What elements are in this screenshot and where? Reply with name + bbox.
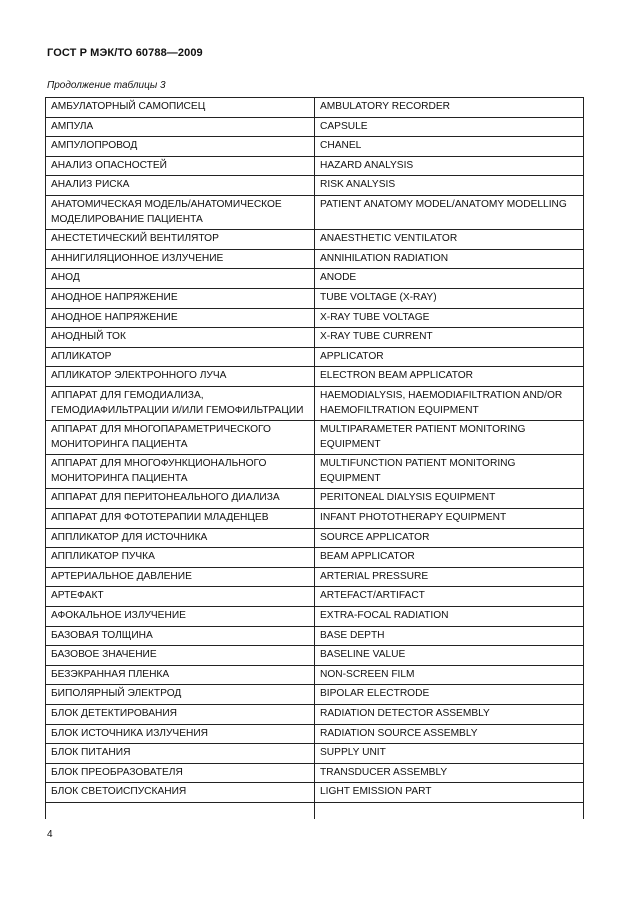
term-russian: БИПОЛЯРНЫЙ ЭЛЕКТРОД bbox=[46, 685, 315, 705]
table-row bbox=[46, 308, 584, 328]
table-row bbox=[46, 607, 584, 627]
table-row bbox=[46, 176, 584, 196]
table-row bbox=[46, 386, 584, 420]
term-english: CAPSULE bbox=[315, 117, 584, 137]
table-caption: Продолжение таблицы 3 bbox=[47, 80, 166, 91]
table-row bbox=[46, 328, 584, 348]
term-russian: АМПУЛОПРОВОД bbox=[46, 137, 315, 157]
term-english: AMBULATORY RECORDER bbox=[315, 98, 584, 118]
term-russian: БЕЗЭКРАННАЯ ПЛЕНКА bbox=[46, 665, 315, 685]
term-russian: БАЗОВАЯ ТОЛЩИНА bbox=[46, 626, 315, 646]
empty-cell bbox=[46, 802, 315, 819]
table-row bbox=[46, 646, 584, 666]
table-row bbox=[46, 587, 584, 607]
page-number: 4 bbox=[47, 829, 53, 840]
table-row bbox=[46, 783, 584, 803]
term-russian: АНОДНОЕ НАПРЯЖЕНИЕ bbox=[46, 308, 315, 328]
term-english: TUBE VOLTAGE (X-RAY) bbox=[315, 288, 584, 308]
table-row bbox=[46, 744, 584, 764]
term-english: INFANT PHOTOTHERAPY EQUIPMENT bbox=[315, 509, 584, 529]
table-row bbox=[46, 156, 584, 176]
table-row bbox=[46, 269, 584, 289]
term-english: SOURCE APPLICATOR bbox=[315, 528, 584, 548]
table-row bbox=[46, 347, 584, 367]
term-english: ANAESTHETIC VENTILATOR bbox=[315, 230, 584, 250]
term-english: BASE DEPTH bbox=[315, 626, 584, 646]
term-russian: АППЛИКАТОР ПУЧКА bbox=[46, 548, 315, 568]
term-russian: АППАРАТ ДЛЯ ФОТОТЕРАПИИ МЛАДЕНЦЕВ bbox=[46, 509, 315, 529]
term-russian: АППАРАТ ДЛЯ МНОГОПАРАМЕТРИЧЕСКОГО МОНИТОРИНГА ПАЦИЕНТА bbox=[46, 421, 315, 455]
term-english: MULTIFUNCTION PATIENT MONITORING EQUIPMENT bbox=[315, 455, 584, 489]
term-english: MULTIPARAMETER PATIENT MONITORING EQUIPMENT bbox=[315, 421, 584, 455]
table-row bbox=[46, 230, 584, 250]
term-russian: АППАРАТ ДЛЯ МНОГОФУНКЦИОНАЛЬНОГО МОНИТОРИНГА ПАЦИЕНТА bbox=[46, 455, 315, 489]
term-russian: БЛОК СВЕТОИСПУСКАНИЯ bbox=[46, 783, 315, 803]
term-russian: АМБУЛАТОРНЫЙ САМОПИСЕЦ bbox=[46, 98, 315, 118]
table-row bbox=[46, 367, 584, 387]
term-english: LIGHT EMISSION PART bbox=[315, 783, 584, 803]
table-row bbox=[46, 455, 584, 489]
table-row bbox=[46, 288, 584, 308]
term-russian: АНАЛИЗ ОПАСНОСТЕЙ bbox=[46, 156, 315, 176]
term-english: PATIENT ANATOMY MODEL/ANATOMY MODELLING bbox=[315, 195, 584, 229]
term-english: ELECTRON BEAM APPLICATOR bbox=[315, 367, 584, 387]
term-russian: БАЗОВОЕ ЗНАЧЕНИЕ bbox=[46, 646, 315, 666]
table-row bbox=[46, 763, 584, 783]
table-row bbox=[46, 195, 584, 229]
term-russian: АНЕСТЕТИЧЕСКИЙ ВЕНТИЛЯТОР bbox=[46, 230, 315, 250]
term-russian: АНОДНОЕ НАПРЯЖЕНИЕ bbox=[46, 288, 315, 308]
term-russian: АППАРАТ ДЛЯ ПЕРИТОНЕАЛЬНОГО ДИАЛИЗА bbox=[46, 489, 315, 509]
term-russian: БЛОК ПРЕОБРАЗОВАТЕЛЯ bbox=[46, 763, 315, 783]
table-row bbox=[46, 626, 584, 646]
term-russian: АФОКАЛЬНОЕ ИЗЛУЧЕНИЕ bbox=[46, 607, 315, 627]
term-english: RISK ANALYSIS bbox=[315, 176, 584, 196]
term-english: CHANEL bbox=[315, 137, 584, 157]
table-row bbox=[46, 137, 584, 157]
term-russian: АНОДНЫЙ ТОК bbox=[46, 328, 315, 348]
term-english: RADIATION DETECTOR ASSEMBLY bbox=[315, 705, 584, 725]
table-row bbox=[46, 249, 584, 269]
table-row bbox=[46, 528, 584, 548]
term-english: HAZARD ANALYSIS bbox=[315, 156, 584, 176]
table-row bbox=[46, 567, 584, 587]
table-row bbox=[46, 705, 584, 725]
term-english: X-RAY TUBE CURRENT bbox=[315, 328, 584, 348]
term-russian: АПЛИКАТОР bbox=[46, 347, 315, 367]
terms-table-body bbox=[46, 98, 584, 819]
term-russian: АППАРАТ ДЛЯ ГЕМОДИАЛИЗА, ГЕМОДИАФИЛЬТРАЦИИ И/ИЛИ ГЕМОФИЛЬТРАЦИИ bbox=[46, 386, 315, 420]
table-row bbox=[46, 724, 584, 744]
term-english: PERITONEAL DIALYSIS EQUIPMENT bbox=[315, 489, 584, 509]
term-english: RADIATION SOURCE ASSEMBLY bbox=[315, 724, 584, 744]
empty-cell bbox=[315, 802, 584, 819]
term-english: BASELINE VALUE bbox=[315, 646, 584, 666]
term-english: X-RAY TUBE VOLTAGE bbox=[315, 308, 584, 328]
term-russian: АНАТОМИЧЕСКАЯ МОДЕЛЬ/АНАТОМИЧЕСКОЕ МОДЕЛИРОВАНИЕ ПАЦИЕНТА bbox=[46, 195, 315, 229]
table-row bbox=[46, 117, 584, 137]
term-english: APPLICATOR bbox=[315, 347, 584, 367]
term-english: SUPPLY UNIT bbox=[315, 744, 584, 764]
term-english: ANODE bbox=[315, 269, 584, 289]
table-row bbox=[46, 98, 584, 118]
term-english: BIPOLAR ELECTRODE bbox=[315, 685, 584, 705]
table-row bbox=[46, 548, 584, 568]
term-english: BEAM APPLICATOR bbox=[315, 548, 584, 568]
term-russian: АРТЕРИАЛЬНОЕ ДАВЛЕНИЕ bbox=[46, 567, 315, 587]
table-row bbox=[46, 665, 584, 685]
term-russian: БЛОК ДЕТЕКТИРОВАНИЯ bbox=[46, 705, 315, 725]
table-continuation-row bbox=[46, 802, 584, 819]
document-header: ГОСТ Р МЭК/ТО 60788—2009 bbox=[47, 47, 203, 59]
term-english: ARTERIAL PRESSURE bbox=[315, 567, 584, 587]
table-row bbox=[46, 421, 584, 455]
term-russian: АПЛИКАТОР ЭЛЕКТРОННОГО ЛУЧА bbox=[46, 367, 315, 387]
term-russian: БЛОК ИСТОЧНИКА ИЗЛУЧЕНИЯ bbox=[46, 724, 315, 744]
term-english: EXTRA-FOCAL RADIATION bbox=[315, 607, 584, 627]
term-english: TRANSDUCER ASSEMBLY bbox=[315, 763, 584, 783]
term-english: ANNIHILATION RADIATION bbox=[315, 249, 584, 269]
table-row bbox=[46, 685, 584, 705]
term-english: HAEMODIALYSIS, HAEMODIAFILTRATION AND/OR HAEMOFILTRATION EQUIPMENT bbox=[315, 386, 584, 420]
term-russian: БЛОК ПИТАНИЯ bbox=[46, 744, 315, 764]
term-russian: АМПУЛА bbox=[46, 117, 315, 137]
term-russian: АННИГИЛЯЦИОННОЕ ИЗЛУЧЕНИЕ bbox=[46, 249, 315, 269]
term-russian: АРТЕФАКТ bbox=[46, 587, 315, 607]
terms-table bbox=[45, 97, 584, 819]
term-russian: АНОД bbox=[46, 269, 315, 289]
term-english: ARTEFACT/ARTIFACT bbox=[315, 587, 584, 607]
table-row bbox=[46, 509, 584, 529]
term-russian: АППЛИКАТОР ДЛЯ ИСТОЧНИКА bbox=[46, 528, 315, 548]
table-row bbox=[46, 489, 584, 509]
term-russian: АНАЛИЗ РИСКА bbox=[46, 176, 315, 196]
term-english: NON-SCREEN FILM bbox=[315, 665, 584, 685]
